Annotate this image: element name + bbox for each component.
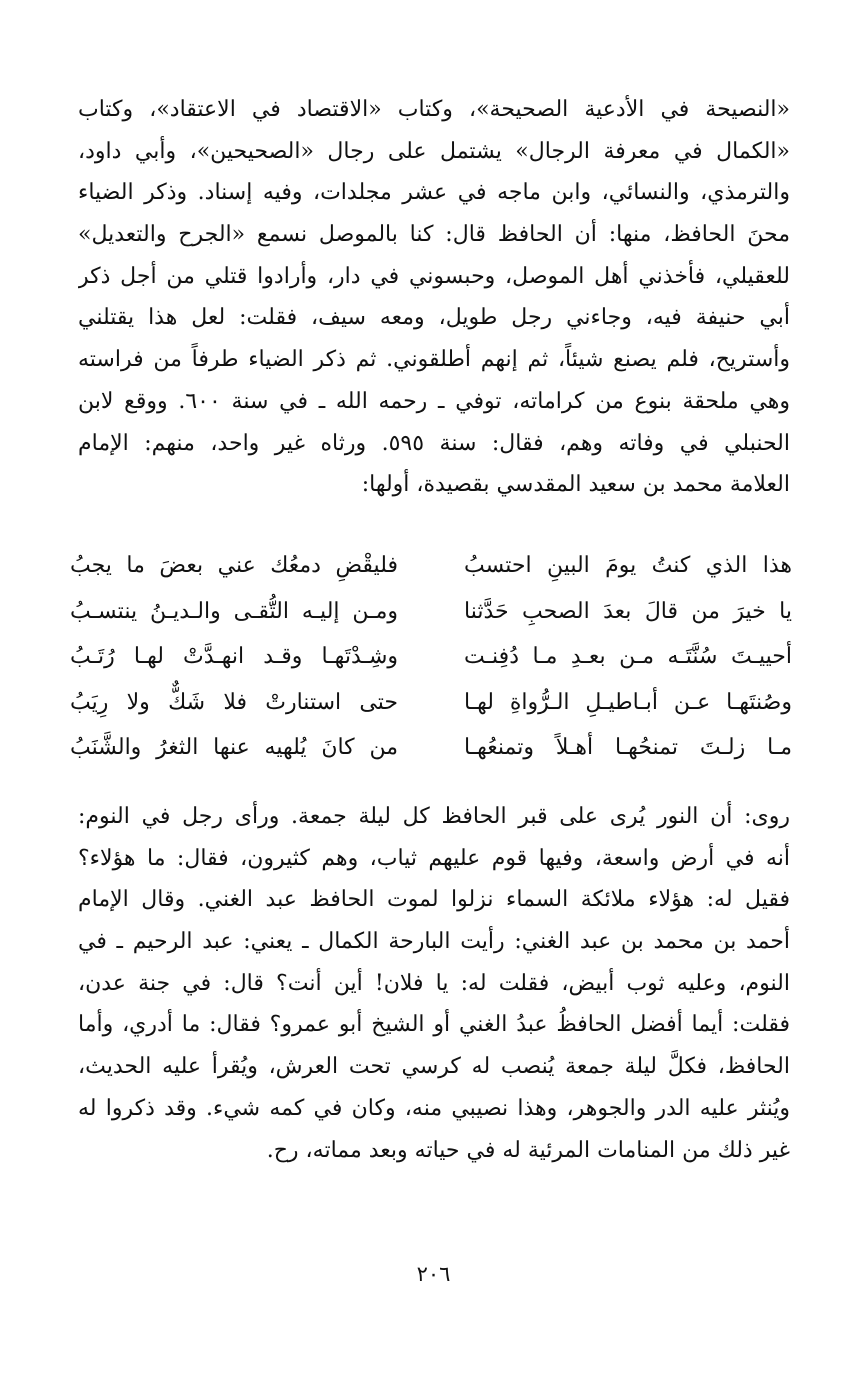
paragraph-1: [78, 89, 790, 506]
verse-first-hemistich: أحييـتَ سُنَّتَـه مـن بعـدِ مـا دُفِنـت: [464, 644, 792, 669]
verse-second-hemistich: فليقْضِ دمعُك عني بعضَ ما يجبُ: [70, 553, 398, 578]
verse-second-hemistich: من كانَ يُلهيه عنها الثغرُ والشَّنَبُ: [70, 735, 398, 760]
paragraph-2: [78, 796, 790, 1171]
poem-verse: [70, 634, 792, 680]
text-line: وهي ملحقة بنوع من كراماته، توفي ـ رحمه الله ـ في سنة ٦٠٠. ووقع لابن: [78, 388, 790, 414]
text-line: «الكمال في معرفة الرجال» يشتمل على رجال «الصحيحين»، وأبي داود،: [78, 138, 790, 164]
text-line: وأستريح، فلم يصنع شيئاً، ثم إنهم أطلقوني. ثم ذكر الضياء طرفاً من فراسته: [78, 347, 790, 373]
verse-second-hemistich: وشِـدْتَهـا وقـد انهـدَّتْ لهـا رُتَـبُ: [70, 644, 398, 669]
text-line: «النصيحة في الأدعية الصحيحة»، وكتاب «الاقتصاد في الاعتقاد»، وكتاب: [78, 97, 790, 122]
text-line: العلامة محمد بن سعيد المقدسي بقصيدة، أولها:: [361, 472, 790, 498]
text-line: أنه في أرض واسعة، وفيها قوم عليهم ثياب، وهم كثيرون، فقال: ما هؤلاء؟: [78, 845, 790, 871]
text-line: النوم، وعليه ثوب أبيض، فقلت له: يا فلان! أين أنت؟ قال: في جنة عدن،: [78, 970, 790, 996]
text-line: للعقيلي، فأخذني أهل الموصل، وحبسوني في دار، وأرادوا قتلي من أجل ذكر: [78, 263, 790, 289]
verse-first-hemistich: هذا الذي كنتُ يومَ البينِ احتسبُ: [464, 553, 792, 578]
poem-verse: [70, 680, 792, 726]
text-line: محنَ الحافظ، منها: أن الحافظ قال: كنا بالموصل نسمع «الجرح والتعديل»: [78, 222, 790, 248]
poem-verse: [70, 589, 792, 635]
poem: [70, 543, 792, 771]
verse-second-hemistich: حتى استنارتْ فلا شَكٌّ ولا رِيَبُ: [70, 689, 398, 715]
verse-second-hemistich: ومـن إليـه التُّقـى والـديـنُ ينتسـبُ: [70, 598, 398, 624]
text-line: روى: أن النور يُرى على قبر الحافظ كل ليلة جمعة. ورأى رجل في النوم:: [78, 804, 790, 829]
text-line: فقيل له: هؤلاء ملائكة السماء نزلوا لموت الحافظ عبد الغني. وقال الإمام: [78, 887, 790, 913]
text-line: والترمذي، والنسائي، وابن ماجه في عشر مجلدات، وفيه إسناد. وذكر الضياء: [78, 180, 790, 206]
text-line: الحنبلي في وفاته وهم، فقال: سنة ٥٩٥. ورثاه غير واحد، منهم: الإمام: [78, 430, 790, 456]
text-line: أحمد بن محمد بن عبد الغني: رأيت البارحة الكمال ـ يعني: عبد الرحيم ـ في: [78, 929, 790, 955]
poem-verse: [70, 543, 792, 589]
text-line: ويُنثر عليه الدر والجوهر، وهذا نصيبي منه، وكان في كمه شيء. وقد ذكروا له: [78, 1095, 790, 1121]
text-line: الحافظ، فكلَّ ليلة جمعة يُنصب له كرسي تحت العرش، ويُقرأ عليه الحديث،: [78, 1054, 790, 1080]
text-line: فقلت: أيما أفضل الحافظُ عبدُ الغني أو الشيخ أبو عمرو؟ فقال: ما أدري، وأما: [78, 1012, 790, 1038]
page-number: ٢٠٦: [416, 1262, 451, 1286]
verse-first-hemistich: وصُنتَهـا عـن أبـاطيـلِ الـرُّواةِ لهـا: [464, 689, 792, 715]
text-line: غير ذلك من المنامات المرئية له في حياته وبعد مماته، رح.: [266, 1137, 790, 1163]
text-line: أبي حنيفة فيه، وجاءني رجل طويل، ومعه سيف، فقلت: لعل هذا يقتلني: [78, 305, 790, 331]
verse-first-hemistich: يا خيرَ من قالَ بعدَ الصحبِ حَدَّثنا: [464, 598, 792, 624]
verse-first-hemistich: مـا زلـتَ تمنحُهـا أهـلاً وتمنعُهـا: [464, 735, 792, 760]
poem-verse: [70, 725, 792, 771]
